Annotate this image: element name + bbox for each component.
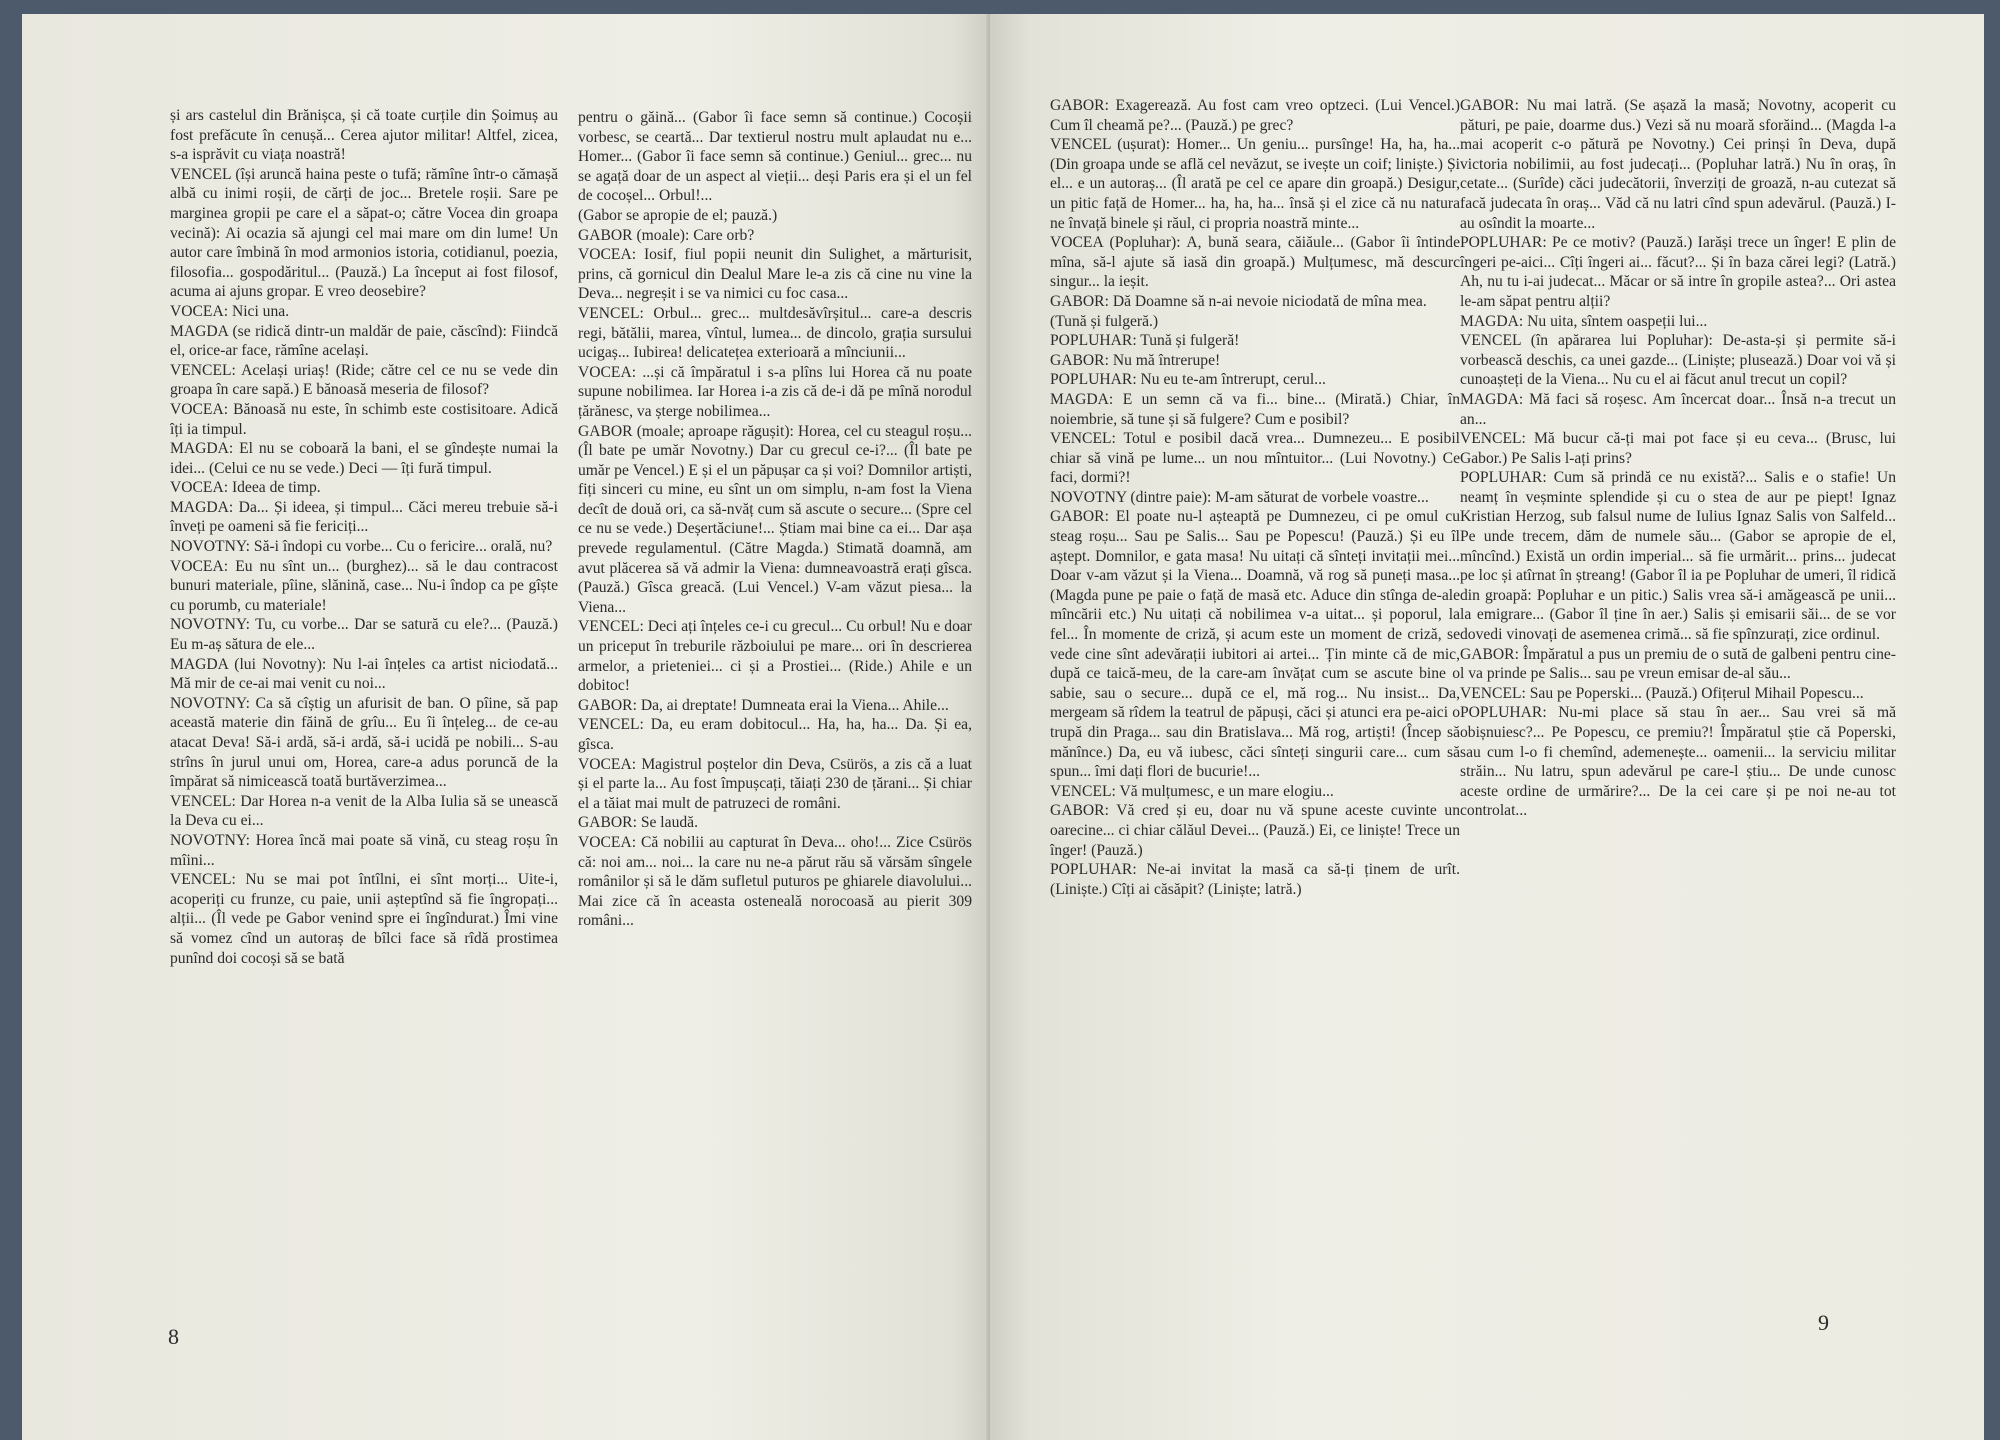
left-page bbox=[22, 14, 990, 1440]
left-page-column-2: pentru o găină... (Gabor îi face semn să continue.) Cocoșii vorbesc, se ceartă... Dar textierul nostru mult aplaudat nu e... Homer... (Gabor îi face semn să continue.) Geniul... grec... nu se agață doar de un aspect al vieții... deși Paris era și el un fel de cocoșel... Orbul!... (Gabor se apropie de el; pauză.) GABOR (moale): Care orb? VOCEA: Iosif, fiul popii neunit din Sulighet, a mărturisit, prins, că gornicul din Dealul Mare le-a zis că cine nu vine la Deva... negreșit i se va nimici cu foc casa... VENCEL: Orbul... grec... multdesăvîrșitul... care-a descris regi, bătălii, marea, vîntul, lumea... de dincolo, grația sursului ucigaș... Iubirea! delicatețea exterioară a mînciunii... VOCEA: ...și că împăratul i s-a plîns lui Horea că nu poate supune nobilimea. Iar Horea i-a zis că de-i dă pe mînă norodul țărănesc, va șterge nobilimea... GABOR (moale; aproape răgușit): Horea, cel cu steagul roșu... (Îl bate pe umăr Novotny.) Dar cu grecul ce-i?... (Îl bate pe umăr pe Vencel.) E și el un păpușar ca și voi? Domnilor artiști, fiți sinceri cu mine, eu sînt un om simplu, n-am fost la Viena decît de două ori, ca să-nvăț cum să ascute o secure... (Spre cel ce nu se vede.) Deșertăciune!... Știam mai bine ca ei... Dar așa prevede regulamentul. (Către Magda.) Stimată doamnă, am avut plăcerea să vă admir la Viena: dumneavoastră erați gîsca. (Pauză.) Gîsca greacă. (Lui Vencel.) V-am văzut piesa... la Viena... VENCEL: Deci ați înțeles ce-i cu grecul... Cu orbul! Nu e doar un priceput în treburile războiului pe mare... ori în descrierea armelor, a prieteniei... ci și a Prostiei... (Ride.) Ahile e un dobitoc! GABOR: Da, ai dreptate! Dumneata erai la Viena... Ahile... VENCEL: Da, eu eram dobitocul... Ha, ha, ha... Da. Și ea, gîsca. VOCEA: Magistrul poștelor din Deva, Csürös, a zis că a luat și el parte la... Au fost împușcați, tăiați 230 de țărani... Și chiar el a tăiat mai mult de patruzeci de români. GABOR: Se laudă. VOCEA: Că nobilii au capturat în Deva... oho!... Zice Csürös că: noi am... noi... la care nu ne-a părut rău să vărsăm sîngele românilor și să le dăm sufletul puturos pe ghiarele diavolului... Mai zice că în aceasta osteneală norocoasă au pierit 309 români... bbox=[578, 109, 972, 930]
right-page bbox=[990, 14, 1984, 1440]
left-page-number: 8 bbox=[168, 1324, 179, 1349]
right-page-column-2: GABOR: Nu mai latră. (Se așază la masă; Novotny, acoperit cu pături, pe paie, doarme dus.) Vezi să nu moară sforăind... (Magda l-a mai acoperit c-o pătură pe Novotny.) Cei prinși în Deva, după victoria nobilimii, au fost judecați... (Popluhar latră.) Nu în oraș, în cetate... (Surîde) căci judecătorii, înverziți de groază, n-au cutezat să facă judecata în oraș... Văd că nu latri cînd spun adevărul. (Pauză.) I-au osîndit la moarte... POPLUHAR: Pe ce motiv? (Pauză.) Iarăși trece un înger! E plin de îngeri pe-aici... Cîți îngeri ai... făcut?... Și în baza cărei legi? (Latră.) Ah, nu tu i-ai judecat... Măcar or să intre în gropile astea?... Ori astea le-am săpat pentru alții? MAGDA: Nu uita, sîntem oaspeții lui... VENCEL (în apărarea lui Popluhar): De-asta-și și permite să-i vorbească deschis, ca unei gazde... (Liniște; plusează.) Doar voi vă și cunoașteți de la Viena... Nu cu el ai făcut anul trecut un copil? MAGDA: Mă faci să roșesc. Am încercat doar... Însă n-a trecut un an... VENCEL: Mă bucur că-ți mai pot face și eu ceva... (Brusc, lui Gabor.) Pe Salis l-ați prins? POPLUHAR: Cum să prindă ce nu există?... Salis e o stafie! Un neamț în veșminte splendide și cu o stea de aur pe piept! Ignaz Kristian Herzog, sub falsul nume de Iulius Ignaz Salis von Salfeld... Pe unde trecem, dăm de numele său... (Gabor se apropie de el, mîncînd.) Există un ordin imperial... să fie urmărit... prins... judecat pe loc și atîrnat în ștreang! (Gabor îl ia pe Popluhar de umeri, îl ridică din groapă: Popluhar e un pitic.) Salis vrea să-i amăgească pe unii... la emigrare... (Gabor îl ține în aer.) Salis și emisarii săi... de se vor dovedi vinovați de asemenea crimă... să fie spînzurați, zice ordinul. GABOR: Împăratul a pus un premiu de o sută de galbeni pentru cine-l va prinde pe Salis... sau pe vreun emisar de-al său... VENCEL: Sau pe Poperski... (Pauză.) Ofițerul Mihail Popescu... POPLUHAR: Nu-mi place să stau în aer... Sau vrei să mă obișnuiesc?... Pe Popescu, ce premiu?! Împăratul știe că Poperski, sau cum l-o fi chemînd, ademenește... oamenii... la serviciu militar străin... Nu latru, spun adevărul pe care-l știu... De unde cunosc aceste ordine de urmărire?... De la cei care și pe noi ne-au tot controlat... bbox=[1460, 97, 1896, 820]
right-page-column-1: GABOR: Exagerează. Au fost cam vreo optzeci. (Lui Vencel.) Cum îl cheamă pe?... (Pauză.) pe grec? VENCEL (ușurat): Homer... Un geniu... pursînge! Ha, ha, ha... (Din groapa unde se află cel nevăzut, se ivește un coif; liniște.) Și el... e un autoraș... (Îl arată pe cel ce apare din groapă.) Desigur, un pitic față de Homer... ha, ha, ha... însă și el zice că nu natura ne învață binele și răul, ci propria noastră minte... VOCEA (Popluhar): A, bună seara, căiăule... (Gabor îi întinde mîna, să-l ajute să iasă din groapă.) Mulțumesc, mă descurc singur... la ieșit. GABOR: Dă Doamne să n-ai nevoie niciodată de mîna mea. (Tună și fulgeră.) POPLUHAR: Tună și fulgeră! GABOR: Nu mă întrerupe! POPLUHAR: Nu eu te-am întrerupt, cerul... MAGDA: E un semn că va fi... bine... (Mirată.) Chiar, în noiembrie, să tune și să fulgere? Cum e posibil? VENCEL: Totul e posibil dacă vrea... Dumnezeu... E posibil chiar să vină pe lume... un nou mîntuitor... (Lui Novotny.) Ce faci, dormi?! NOVOTNY (dintre paie): M-am săturat de vorbele voastre... GABOR: El poate nu-l așteaptă pe Dumnezeu, ci pe omul cu steag roșu... Sau pe Salis... Sau pe Popescu! (Pauză.) Și eu îl aștept. Domnilor, e gata masa! Nu uitați că sînteți invitații mei... Doar v-am văzut și la Viena... Doamnă, vă rog să puneți masa... (Magda pune pe paie o față de masă etc. Aduce din stînga de-ale mîncării etc.) Nu uitați că nobilimea v-a uitat... și poporul, la fel... În momente de criză, și acum este un moment de criză, se vede cine sînt adevărații iubitori ai artei... Țin minte că de mic, după ce taică-meu, de la care-am învățat cum se ascute bine o sabie, sau o secure... după ce el, mă rog... Nu insist... Da, mergeam să rîdem la teatrul de păpuși, căci și atunci era pe-aici o trupă din Praga... sau din Bratislava... Mă rog, artiști! (Încep să mănînce.) Da, eu vă iubesc, căci sînteți singurii care... cum să spun... îmi dați flori de bucurie!... VENCEL: Vă mulțumesc, e un mare elogiu... GABOR: Vă cred și eu, doar nu vă spune aceste cuvinte un oarecine... ci chiar călăul Devei... (Pauză.) Ei, ce liniște! Trece un înger! (Pauză.) POPLUHAR: Ne-ai invitat la masă ca să-ți ținem de urît. (Liniște.) Cîți ai căsăpit? (Liniște; latră.) bbox=[1050, 97, 1460, 898]
right-page-number: 9 bbox=[1818, 1310, 1829, 1335]
left-page-column-1: și ars castelul din Brănișca, și că toate curțile din Șoimuș au fost prefăcute în cenușă... Cerea ajutor militar! Altfel, zicea, s-a isprăvit cu viața noastră! VENCEL (își aruncă haina peste o tufă; rămîne într-o cămașă albă cu inimi roșii, de cărți de joc... Bretele roșii. Sare pe marginea gropii pe care el a săpat-o; către Vocea din groapa vecină): Ai ocazia să ajungi cel mai mare om din lume! Un autor care îmbină în mod armonios istoria, cotidianul, poezia, filosofia... gospodăritul... (Pauză.) La început ai fost filosof, acuma ai ajuns gropar. E vreo deosebire? VOCEA: Nici una. MAGDA (se ridică dintr-un maldăr de paie, căscînd): Fiindcă el, orice-ar face, rămîne același. VENCEL: Același uriaș! (Ride; către cel ce nu se vede din groapa în care sapă.) E bănoasă meseria de filosof? VOCEA: Bănoasă nu este, în schimb este costisitoare. Adică îți ia timpul. MAGDA: El nu se coboară la bani, el se gîndește numai la idei... (Celui ce nu se vede.) Deci — îți fură timpul. VOCEA: Ideea de timp. MAGDA: Da... Și ideea, și timpul... Căci mereu trebuie să-i înveți pe oameni să fie fericiți... NOVOTNY: Să-i îndopi cu vorbe... Cu o fericire... orală, nu? VOCEA: Eu nu sînt un... (burghez)... să le dau contracost bunuri materiale, pîine, slănină, case... Nu-i îndop ca pe gîște cu porumb, cu materiale! NOVOTNY: Tu, cu vorbe... Dar se satură cu ele?... (Pauză.) Eu m-aș sătura de ele... MAGDA (lui Novotny): Nu l-ai înțeles ca artist niciodată... Mă mir de ce-ai mai venit cu noi... NOVOTNY: Ca să cîștig un afurisit de ban. O pîine, să pap această materie din făină de grîu... Eu îi înțeleg... de ce-au atacat Deva! Să-i ardă, să-i ardă, să-i ucidă pe nobili... S-au strîns în jurul unui om, Horea, care-a adus poruncă de la împărat să nimicească toată burtăverzimea... VENCEL: Dar Horea n-a venit de la Alba Iulia să se unească la Deva cu ei... NOVOTNY: Horea încă mai poate să vină, cu steag roșu în mîini... VENCEL: Nu se mai pot întîlni, ei sînt morți... Uite-i, acoperiți cu frunze, cu paie, unii așteptînd să fie îngropați... alții... (Îl vede pe Gabor venind spre ei îngîndurat.) Îmi vine să vomez cînd un autoraș de bîlci face să rîdă prostimea punînd doi cocoși să se bată bbox=[170, 107, 558, 967]
